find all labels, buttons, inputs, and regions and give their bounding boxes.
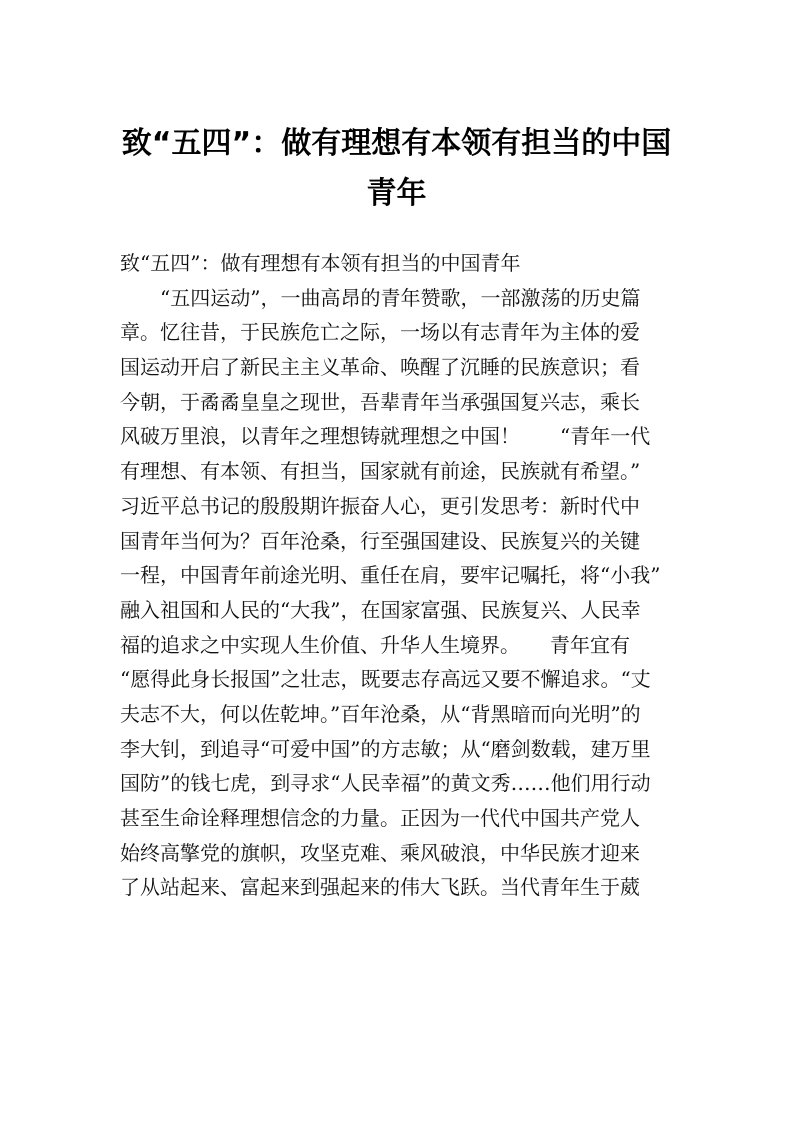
- paragraph-line: “愿得此身长报国”之壮志，既要志存高远又要不懈追求。“丈: [120, 667, 651, 692]
- paragraph-line: “五四运动”，一曲高昂的青年赞歌，一部激荡的历史篇: [120, 285, 641, 310]
- paragraph-line: 今朝，于矞矞皇皇之现世，吾辈青年当承强国复兴志，乘长: [120, 389, 640, 414]
- paragraph-line: 一程，中国青年前途光明、重任在肩，要牢记嘱托，将“小我”: [120, 563, 661, 588]
- paragraph-line: 融入祖国和人民的“大我”，在国家富强、民族复兴、人民幸: [120, 597, 641, 622]
- title-line-1: 致“五四”：做有理想有本领有担当的中国: [121, 126, 672, 161]
- subtitle-line: 致“五四”：做有理想有本领有担当的中国青年: [120, 251, 521, 275]
- paragraph-line: 有理想、有本领、有担当，国家就有前途，民族就有希望。”: [120, 459, 641, 484]
- paragraph-line: 国运动开启了新民主主义革命、唤醒了沉睡的民族意识；看: [120, 355, 640, 380]
- title-line-2: 青年: [366, 176, 427, 211]
- paragraph-line: 章。忆往昔，于民族危亡之际，一场以有志青年为主体的爱: [120, 320, 640, 345]
- paragraph-line: 风破万里浪，以青年之理想铸就理想之中国！ “青年一代: [120, 424, 651, 449]
- paragraph-line: 始终高擎党的旗帜，攻坚克难、乘风破浪，中华民族才迎来: [120, 840, 640, 865]
- paragraph-line: 国青年当何为？百年沧桑，行至强国建设、民族复兴的关键: [120, 528, 640, 553]
- paragraph-line: 了从站起来、富起来到强起来的伟大飞跃。当代青年生于葳: [120, 875, 640, 900]
- paragraph-line: 习近平总书记的殷殷期许振奋人心，更引发思考：新时代中: [120, 493, 640, 518]
- paragraph-line: 夫志不大，何以佐乾坤。”百年沧桑，从“背黑暗而向光明”的: [120, 701, 641, 726]
- document-body: [120, 246, 690, 905]
- paragraph-line: 国防”的钱七虎，到寻求“人民幸福”的黄文秀……他们用行动: [120, 771, 651, 796]
- paragraph-line: 甚至生命诠释理想信念的力量。正因为一代代中国共产党人: [120, 806, 640, 830]
- paragraph-line: 福的追求之中实现人生价值、升华人生境界。 青年宜有: [120, 632, 630, 657]
- paragraph-line: 李大钊，到追寻“可爱中国”的方志敏；从“磨剑数载，建万里: [120, 736, 651, 761]
- document-title: [100, 119, 693, 219]
